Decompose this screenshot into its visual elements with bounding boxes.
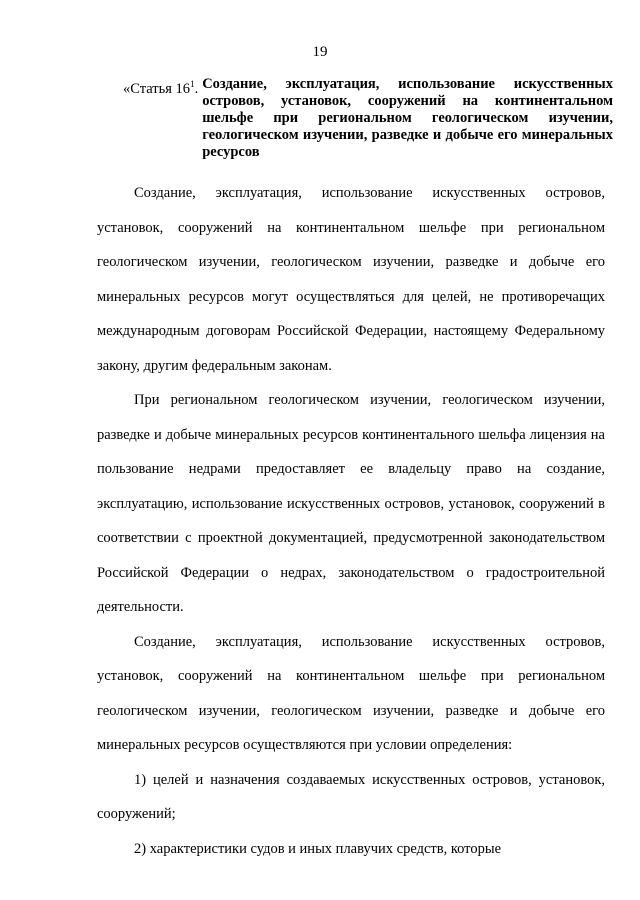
paragraph-3: Создание, эксплуатация, использование искусственных островов, установок, сооружений на континентальном шельфе при региональном геологическом изучении, геологическом изучении, разведке и добыче его минеральных ресурсов осуществляются при условии определения: (97, 633, 605, 753)
article-heading (123, 76, 613, 161)
article-label-suffix: . (194, 81, 199, 97)
article-label-prefix: «Статья 16 (123, 81, 191, 97)
article-title: Создание, эксплуатация, использование искусственных островов, установок, сооружений на континентальном шельфе при региональном геологическом изучении, геологическом изучении, разведке и добыче его минеральных ресурсов (202, 76, 613, 160)
article-body (97, 176, 605, 866)
page-number: 19 (312, 44, 328, 60)
list-item-2: 2) характеристики судов и иных плавучих средств, которые (134, 840, 502, 857)
list-item-1: 1) целей и назначения создаваемых искусственных островов, установок, сооружений; (97, 771, 605, 822)
paragraph-2: При региональном геологическом изучении, геологическом изучении, разведке и добыче минеральных ресурсов континентального шельфа лицензия на пользование недрами предоставляет ее владельцу право на создание, эксплуатацию, использование искусственных островов, установок, сооружений в соответствии с проектной документацией, предусмотренной законодательством Российской Федерации о недрах, законодательством о градостроительной деятельности. (97, 392, 605, 615)
article-label (123, 76, 202, 161)
paragraph-1: Создание, эксплуатация, использование искусственных островов, установок, сооружений на континентальном шельфе при региональном геологическом изучении, геологическом изучении, разведке и добыче его минеральных ресурсов могут осуществляться для целей, не противоречащих международным договорам Российской Федерации, настоящему Федеральному закону, другим федеральным законам. (97, 185, 605, 374)
article-label-superscript: 1 (190, 79, 195, 89)
